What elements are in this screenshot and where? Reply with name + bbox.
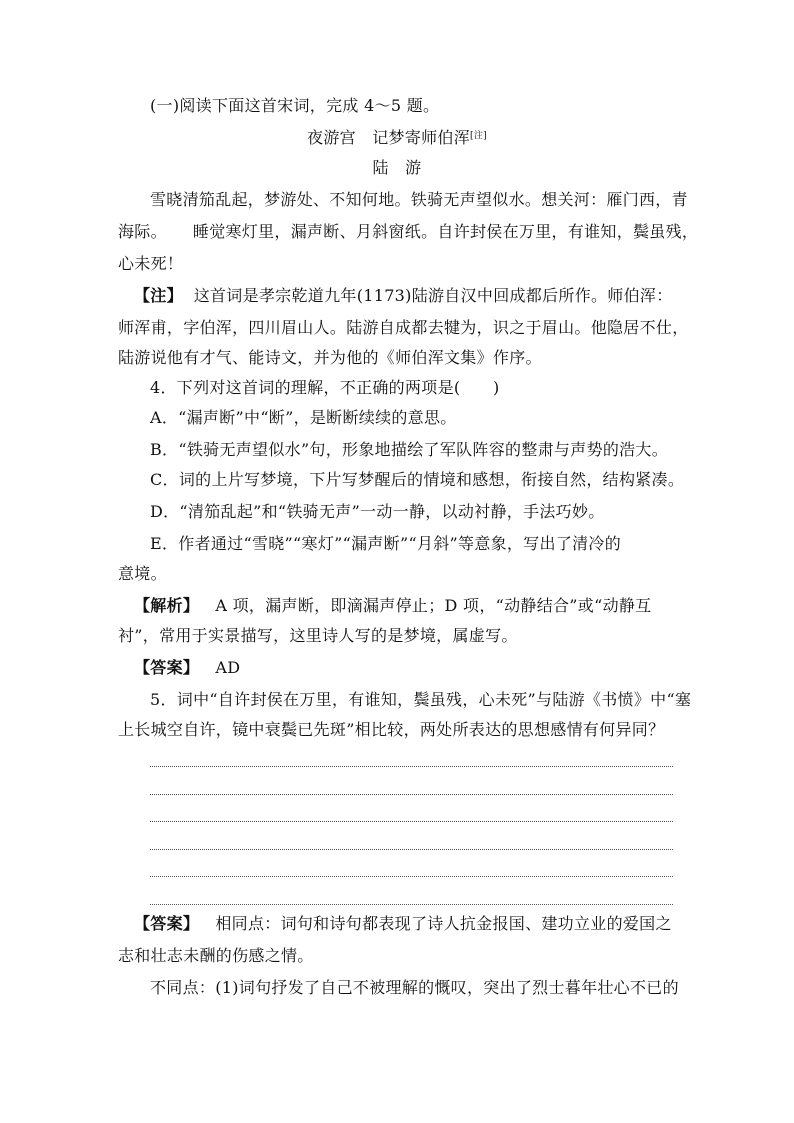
q4-option-a: A．“漏声断”中“断”，是断断续续的意思。 [150,408,457,427]
poem-author: 陆 游 [372,158,422,177]
poem-title-text: 夜游宫 记梦寄师伯浑 [307,128,471,147]
note-tag: 【注】 [134,286,183,305]
answer-blank-line[interactable] [150,766,673,767]
q4-option-b: B．“铁骑无声望似水”句，形象地描绘了军队阵容的整肃与声势的浩大。 [150,440,669,459]
poem-title [0,128,794,148]
note-line-1-text: 这首词是孝宗乾道九年(1173)陆游自汉中回成都后所作。师伯浑： [193,286,673,305]
poem-line-2-text: 海际。 [118,222,167,241]
note-line-2: 师浑甫，字伯浑，四川眉山人。陆游自成都去犍为，识之于眉山。他隐居不仕， [118,318,689,337]
q5-stem-line-2: 上长城空自许，镜中衰鬓已先斑”相比较，两处所表达的思想感情有何异同？ [118,720,665,739]
q5-answer-line-1 [134,914,672,934]
q4-answer-text: AD [215,658,241,677]
poem-line-2 [118,222,698,242]
answer-blank-line[interactable] [150,794,673,795]
section-intro: (一)阅读下面这首宋词，完成 4～5 题。 [150,96,440,115]
q4-option-d: D．“清笳乱起”和“铁骑无声”一动一静，以动衬静，手法巧妙。 [150,502,605,521]
q5-stem-line-1: 5．词中“自许封侯在万里，有谁知，鬓虽残，心未死”与陆游《书愤》中“塞 [150,690,692,709]
q4-option-e: E．作者通过“雪晓”“寒灯”“漏声断”“月斜”等意象，写出了清冷的 [150,534,622,553]
q5-answer-tag: 【答案】 [134,914,200,933]
q4-answer-tag: 【答案】 [134,658,200,677]
answer-blank-line[interactable] [150,904,673,905]
q4-analysis-tag: 【解析】 [134,596,200,615]
poem-line-4: 心未死！ [118,254,184,273]
answer-blank-line[interactable] [150,821,673,822]
q4-stem: 4．下列对这首词的理解，不正确的两项是( ) [150,378,500,397]
q4-answer-line [134,658,240,678]
q4-analysis-line-1 [134,596,651,616]
poem-line-3-text: 睡觉寒灯里，漏声断、月斜窗纸。自许封侯在万里，有谁知，鬓虽残， [192,222,699,241]
q4-option-e-cont: 意境。 [118,564,167,583]
q5-answer-line-3: 不同点：(1)词句抒发了自己不被理解的慨叹，突出了烈士暮年壮心不已的 [150,978,679,997]
q4-analysis-line-2: 衬”，常用于实景描写，这里诗人写的是梦境，属虚写。 [118,626,518,645]
poem-title-note-mark: [注] [470,131,487,141]
note-line-3: 陆游说他有才气、能诗文，并为他的《师伯浑文集》作序。 [118,348,542,367]
note-line-1 [134,286,673,306]
poem-line-1: 雪晓清笳乱起，梦游处、不知何地。铁骑无声望似水。想关河：雁门西，青 [150,190,688,209]
q4-analysis-text-1: A 项，漏声断，即滴漏声停止；D 项，“动静结合”或“动静互 [215,596,652,615]
q4-option-c: C．词的上片写梦境，下片写梦醒后的情境和感想，衔接自然，结构紧凑。 [150,470,685,489]
q5-answer-line-2: 志和壮志未酬的伤感之情。 [118,946,314,965]
answer-blank-line[interactable] [150,876,673,877]
q5-answer-text-1: 相同点：词句和诗句都表现了诗人抗金报国、建功立业的爱国之 [215,914,672,933]
answer-blank-line[interactable] [150,849,673,850]
